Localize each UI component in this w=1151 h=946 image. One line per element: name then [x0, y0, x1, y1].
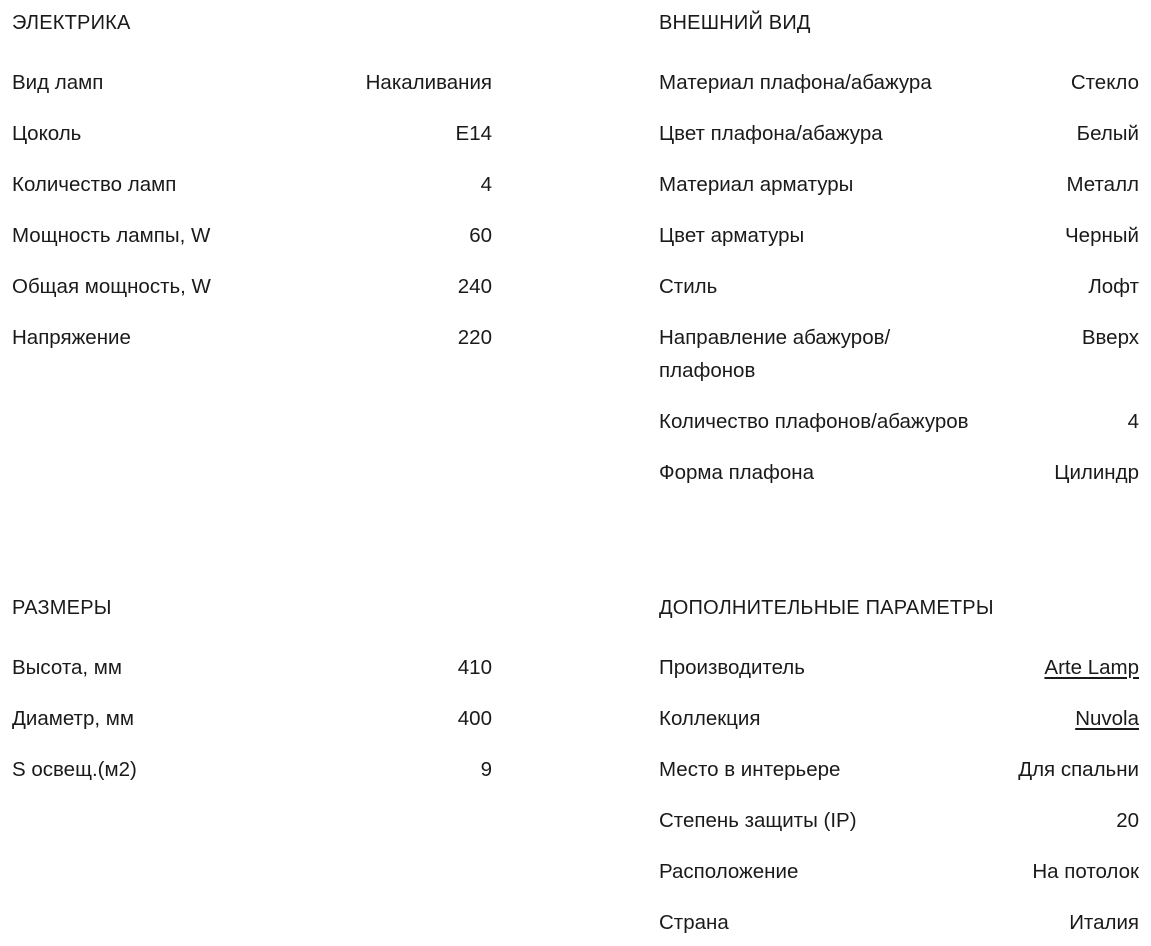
spec-row — [659, 906, 1139, 939]
spec-label: Стиль — [659, 275, 718, 298]
spec-label: S освещ.(м2) — [12, 758, 137, 781]
spec-label: Мощность лампы, W — [12, 224, 211, 247]
spec-value: 220 — [457, 326, 492, 349]
spec-row — [659, 753, 1139, 786]
electrics-section — [12, 0, 492, 372]
spec-value: 4 — [480, 173, 492, 196]
spec-value: Для спальни — [1018, 758, 1139, 781]
spec-value: 410 — [457, 656, 492, 679]
spec-label: Форма плафона — [659, 461, 815, 484]
spec-value: Накаливания — [365, 71, 492, 94]
section-heading: ДОПОЛНИТЕЛЬНЫЕ ПАРАМЕТРЫ — [659, 597, 994, 619]
spec-label: Высота, мм — [12, 656, 122, 679]
spec-value: На потолок — [1032, 860, 1139, 883]
spec-label: Количество ламп — [12, 173, 177, 196]
extra-params-section — [659, 585, 1139, 946]
spec-label: Напряжение — [12, 326, 131, 349]
spec-value: Черный — [1065, 224, 1139, 247]
spec-list — [659, 66, 1139, 489]
spec-row — [12, 753, 492, 786]
spec-value: Металл — [1066, 173, 1139, 196]
spec-value: Италия — [1069, 911, 1139, 934]
spec-label: Материал арматуры — [659, 173, 854, 196]
spec-value: 20 — [1116, 809, 1139, 832]
spec-value: E14 — [455, 122, 492, 145]
manufacturer-link[interactable]: Arte Lamp — [1044, 656, 1139, 679]
spec-label: Страна — [659, 911, 729, 934]
spec-label: Направление абажуров/ плафонов — [659, 326, 891, 382]
spec-row — [12, 66, 492, 99]
spec-row — [659, 321, 1139, 387]
spec-row — [659, 66, 1139, 99]
spec-row — [659, 456, 1139, 489]
collection-link[interactable]: Nuvola — [1075, 707, 1139, 730]
spec-value: 4 — [1127, 410, 1139, 433]
spec-label: Место в интерьере — [659, 758, 841, 781]
spec-row — [12, 321, 492, 354]
spec-row — [12, 270, 492, 303]
spec-list — [12, 66, 492, 354]
spec-label: Степень защиты (IP) — [659, 809, 857, 832]
section-heading: ЭЛЕКТРИКА — [12, 12, 131, 34]
spec-row — [659, 270, 1139, 303]
spec-list — [12, 651, 492, 786]
spec-row — [12, 651, 492, 684]
spec-row — [659, 651, 1139, 684]
appearance-section — [659, 0, 1139, 507]
spec-label: Диаметр, мм — [12, 707, 134, 730]
spec-value: Лофт — [1088, 275, 1139, 298]
spec-row — [659, 219, 1139, 252]
spec-value: 240 — [457, 275, 492, 298]
spec-row — [12, 117, 492, 150]
spec-label: Вид ламп — [12, 71, 104, 94]
spec-row — [12, 168, 492, 201]
spec-label: Коллекция — [659, 707, 761, 730]
spec-value: Белый — [1076, 122, 1139, 145]
spec-label: Расположение — [659, 860, 799, 883]
spec-value: 60 — [469, 224, 492, 247]
dimensions-section — [12, 585, 492, 804]
spec-value: 9 — [480, 758, 492, 781]
spec-label: Материал плафона/абажура — [659, 71, 932, 94]
spec-value: Цилиндр — [1054, 461, 1139, 484]
section-heading: ВНЕШНИЙ ВИД — [659, 12, 811, 34]
spec-label: Производитель — [659, 656, 805, 679]
section-heading: РАЗМЕРЫ — [12, 597, 112, 619]
spec-list — [659, 651, 1139, 939]
spec-row — [659, 405, 1139, 438]
spec-row — [659, 804, 1139, 837]
spec-label: Общая мощность, W — [12, 275, 211, 298]
spec-row — [659, 702, 1139, 735]
spec-row — [659, 855, 1139, 888]
spec-value: 400 — [457, 707, 492, 730]
spec-label: Цвет плафона/абажура — [659, 122, 883, 145]
spec-label: Цоколь — [12, 122, 82, 145]
spec-value: Стекло — [1070, 71, 1139, 94]
spec-row — [12, 702, 492, 735]
spec-row — [659, 168, 1139, 201]
spec-row — [12, 219, 492, 252]
spec-value: Вверх — [1081, 326, 1139, 349]
spec-label: Цвет арматуры — [659, 224, 805, 247]
spec-label: Количество плафонов/абажуров — [659, 410, 969, 433]
spec-row — [659, 117, 1139, 150]
